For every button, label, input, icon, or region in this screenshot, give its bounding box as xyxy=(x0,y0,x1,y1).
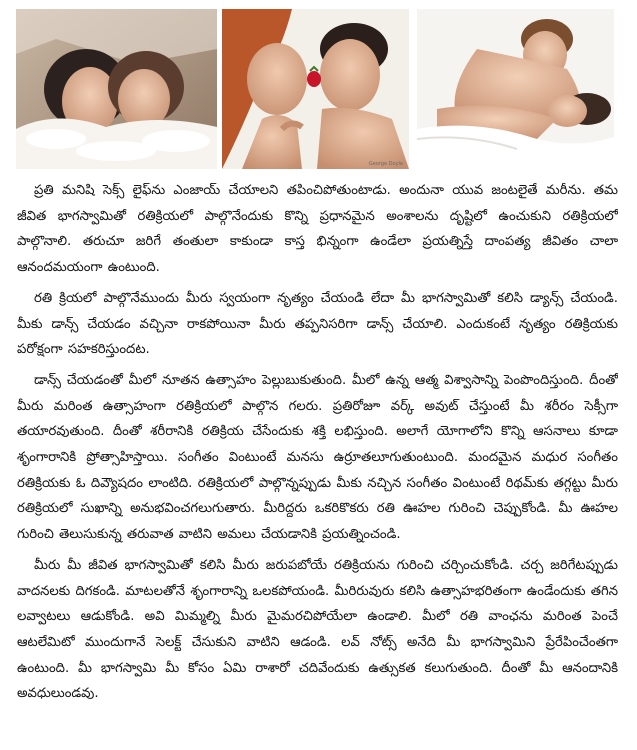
article-paragraph-intro: ప్రతి మనిషి సెక్స్ లైఫ్‌ను ఎంజాయ్ చేయాలని తపించిపోతుంటాడు. అందునా యువ జంటలైతే మరీను. తమ జీవిత భాగస్వామితో రతిక్రియలో పాల్గొనేందుకు కొన్ని ప్రధానమైన అంశాలను దృష్టిలో ఉంచుకుని రతిక్రియలో పాల్గొనాలి. తరుచూ జరిగే తంతులా కాకుండా కాస్త భిన్నంగా ఉండేలా ప్రయత్నిస్తే దాంపత్య జీవితం చాలా ఆనందమయంగా ఉంటుంది. xyxy=(17,183,618,276)
couple-in-bathtub-photo xyxy=(16,9,217,169)
article-body xyxy=(17,178,618,744)
couple-sharing-strawberry-photo xyxy=(222,9,409,169)
article-paragraph-music: డాన్స్ చేయడంతో మీలో నూతన ఉత్సాహం పెల్లుబుకుతుంది. మీలో ఉన్న ఆత్మ విశ్వాసాన్ని పెంపొందిస్తుంది. దీంతో మీరు మరింత ఉత్సాహంగా రతిక్రియలో పాల్గొన గలరు. ప్రతిరోజూ వర్క్ అవుట్ చేస్తుంటే మీ శరీరం సెక్సీగా తయారవుతుంది. దీంతో శరీరానికి రతిక్రియ చేసేందుకు శక్తి లభిస్తుంది. అలాగే యోగాలోని కొన్ని ఆసనాలు కూడా శృంగారానికి ప్రోత్సాహిస్తాయి. సంగీతం వింటుంటే మనసు ఉర్రూతలూగుతుంటుంది. మందమైన మధుర సంగీతం రతిక్రియకు ఓ దివ్యౌషదం లాంటిది. రతిక్రియలో పాల్గొన్నప్పుడు మీకు నచ్చిన సంగీతం వింటుంటే రిథమ్‌కు తగ్గట్టు మీరు రతిక్రియలో సుఖాన్ని అనుభవించగలుగుతారు. మీరిద్దరు ఒకరికొకరు రతి ఊహల గురించి చెప్పుకోండి. మీ ఊహల గురించి తెలుసుకున్న తరువాత వాటిని అమలు చేయడానికి ప్రయత్నించండి. xyxy=(17,372,618,543)
photo-credit: George Doyle xyxy=(368,161,403,167)
couple-in-bed-photo xyxy=(417,9,614,169)
article-paragraph-dance: రతి క్రియలో పాల్గొనేముందు మీరు స్వయంగా నృత్యం చేయండి లేదా మీ భాగస్వామితో కలిసి డ్యాన్స్ చేయండి. మీకు డాన్స్ చేయడం వచ్చినా రాకపోయినా మీరు తప్పనిసరిగా డాన్స్ చేయాలి. ఎందుకంటే నృత్యం రతిక్రియకు పరోక్షంగా సహకరిస్తుందట. xyxy=(17,290,618,358)
photo-strip xyxy=(16,9,614,169)
article-paragraph-discussion: మీరు మీ జీవిత భాగస్వామితో కలిసి మీరు జరుపబోయే రతిక్రియను గురించి చర్చించుకోండి. చర్చ జరిగేటప్పుడు వాదనలకు దిగకండి. మాటలతోనే శృంగారాన్ని ఒలకపోయండి. మీరిరువురు కలిసి ఉత్సాహభరితంగా ఉండేందుకు తగిన లవ్వాటలు ఆడుకోండి. అవి మిమ్మల్ని మీరు మైమరచిపోయేలా ఉండాలి. మీలో రతి వాంఛను మరింత పెంచే ఆటలేమిటో ముందుగానే సెలక్ట్ చేసుకుని వాటిని ఆడండి. లవ్ నోట్స్ అనేది మీ భాగస్వామిని ప్రేరేపించేంతగా ఉంటుంది. మీ భాగస్వామి మీ కోసం ఏమి రాశారో చదివేందుకు ఉత్సుకత కలుగుతుంది. దీంతో మీ ఆనందానికి అవధులుండవు. xyxy=(17,557,618,702)
